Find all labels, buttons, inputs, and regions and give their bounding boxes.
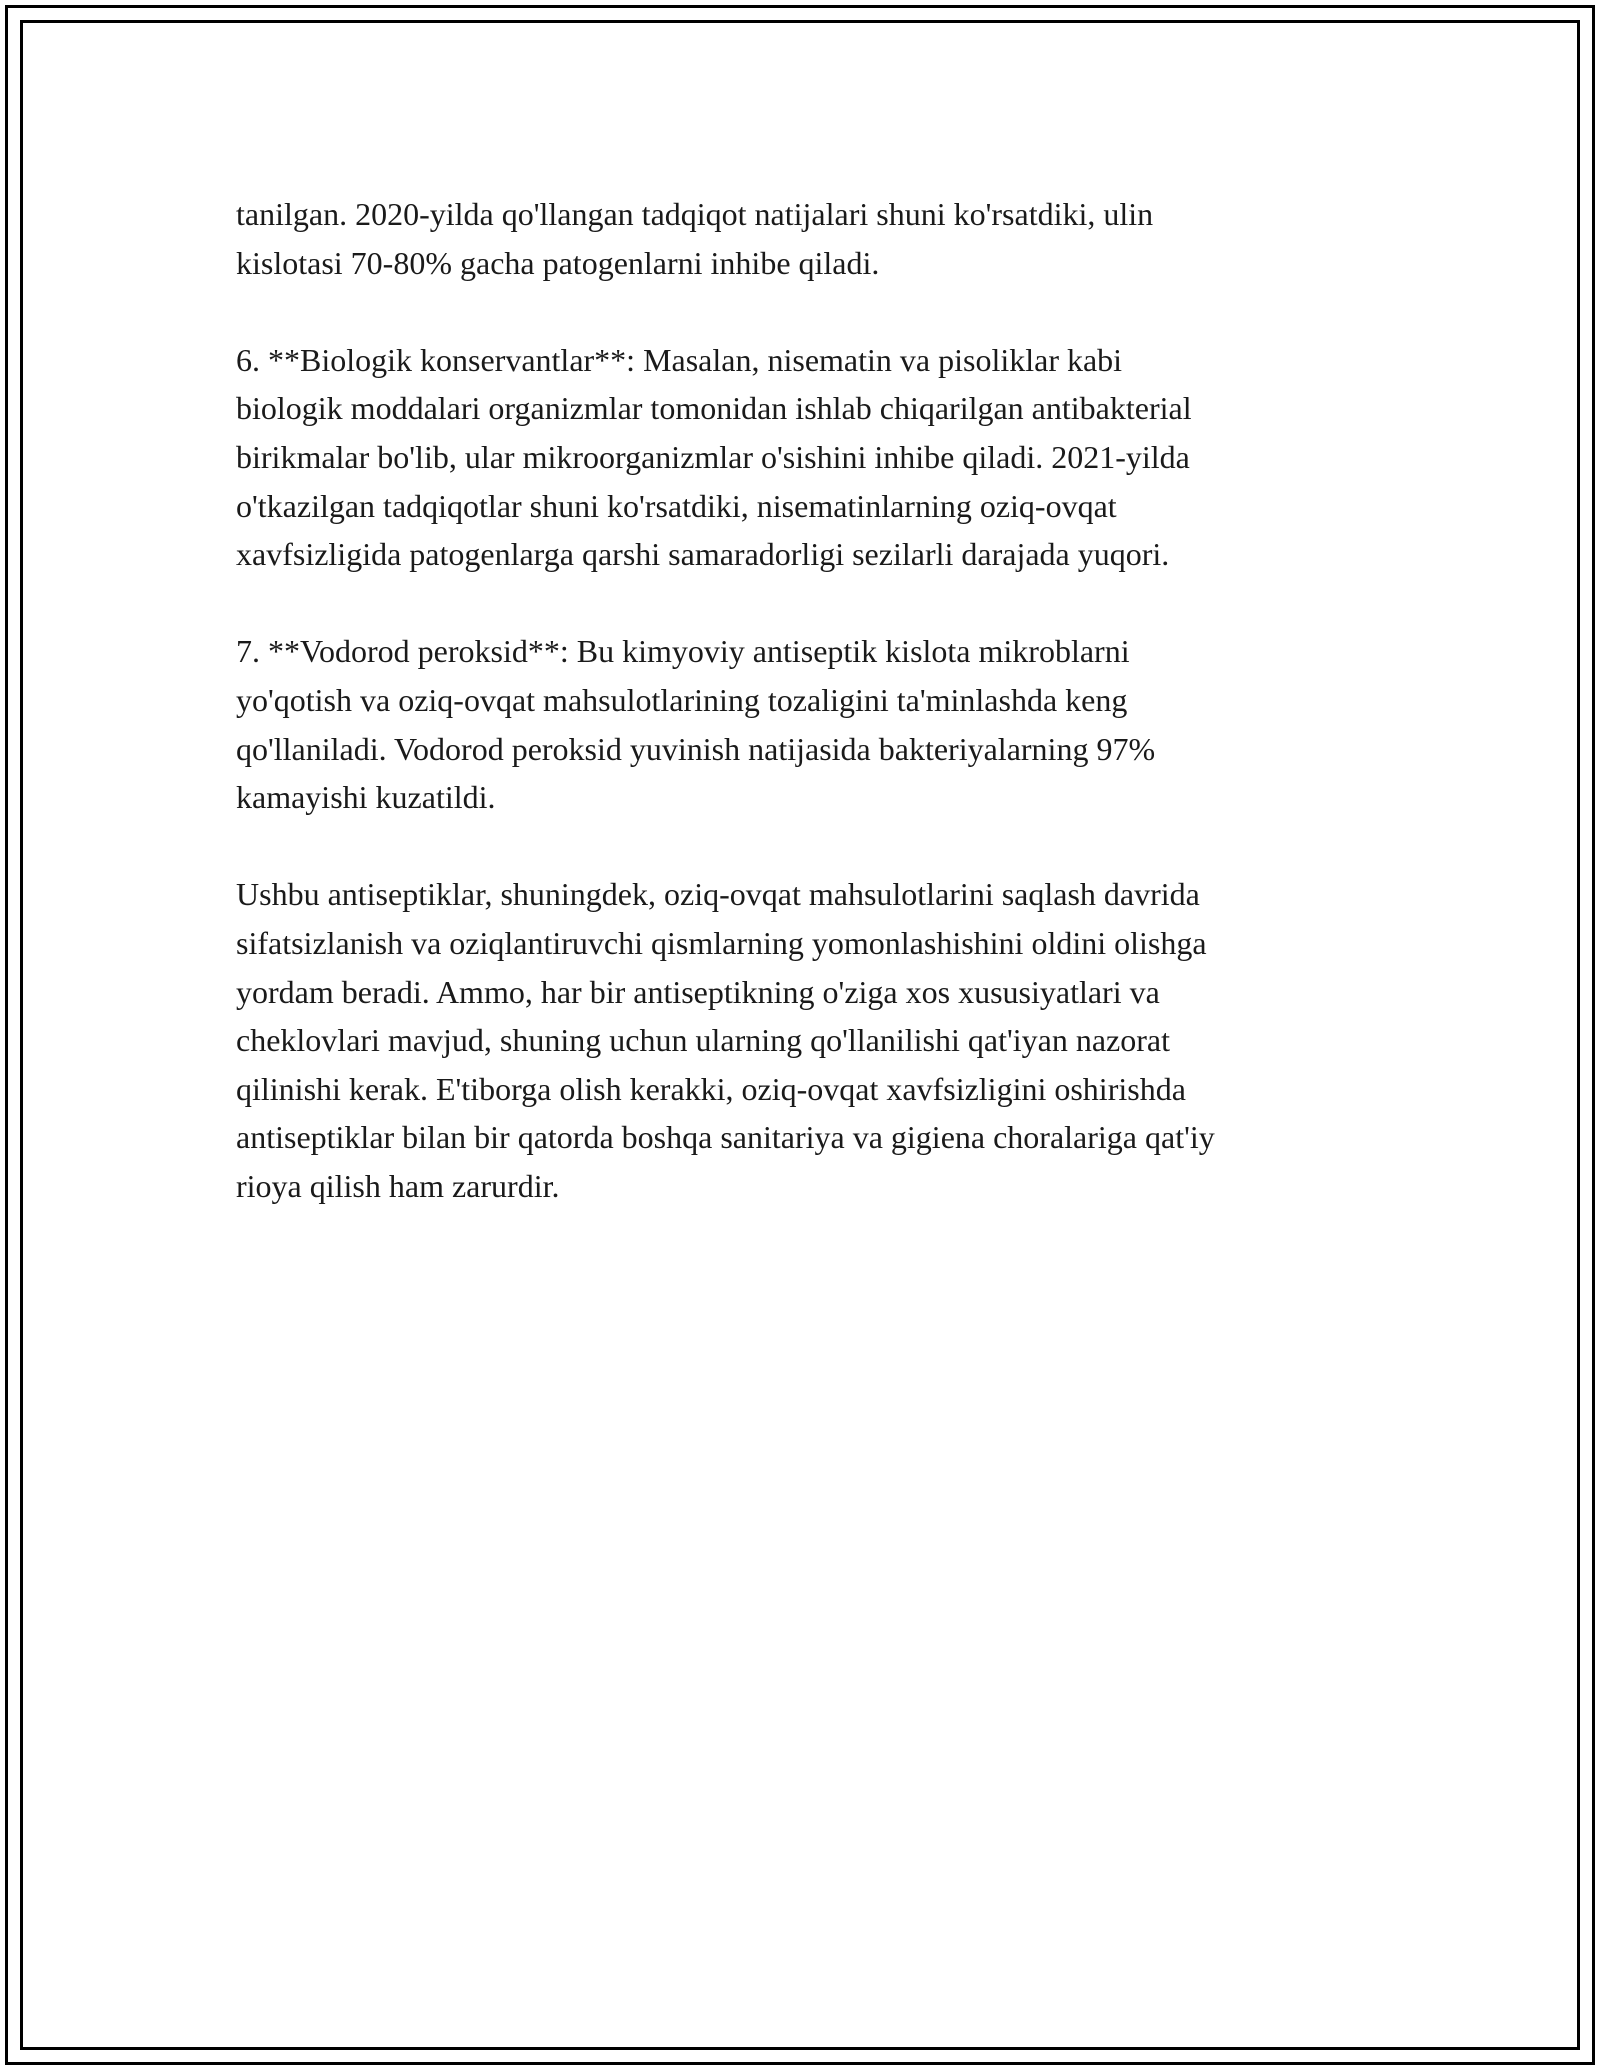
paragraph-conclusion: Ushbu antiseptiklar, shuningdek, oziq-ovqat mahsulotlarini saqlash davrida sifatsizlanish va oziqlantiruvchi qismlarning yomonlashishini oldini olishga yordam beradi. Ammo, har bir antiseptikning o'ziga xos xususiyatlari va cheklovlari mavjud, shuning uchun ularning qo'llanilishi qat'iyan nazorat qilinishi kerak. E'tiborga olish kerakki, oziq-ovqat xavfsizligini oshirishda antiseptiklar bilan bir qatorda boshqa sanitariya va gigiena choralariga qat'iy rioya qilish ham zarurdir. xyxy=(236,876,1215,1204)
paragraph-vodorod-peroksid: 7. **Vodorod peroksid**: Bu kimyoviy antiseptik kislota mikroblarni yo'qotish va oziq-ovqat mahsulotlarining tozaligini ta'minlashda keng qo'llaniladi. Vodorod peroksid yuvinish natijasida bakteriyalarning 97% kamayishi kuzatildi. xyxy=(236,633,1156,816)
document-body xyxy=(236,190,1376,1210)
paragraph-biologik-konservantlar: 6. **Biologik konservantlar**: Masalan, nisematin va pisoliklar kabi biologik moddalari organizmlar tomonidan ishlab chiqarilgan antibakterial birikmalar bo'lib, ular mikroorganizmlar o'sishini inhibe qiladi. 2021-yilda o'tkazilgan tadqiqotlar shuni ko'rsatdiki, nisematinlarning oziq-ovqat xavfsizligida patogenlarga qarshi samaradorligi sezilarli darajada yuqori. xyxy=(236,341,1192,573)
paragraph-ulin-kislotasi: tanilgan. 2020-yilda qo'llangan tadqiqot natijalari shuni ko'rsatdiki, ulin kislotasi 70-80% gacha patogenlarni inhibe qiladi. xyxy=(236,196,1154,281)
